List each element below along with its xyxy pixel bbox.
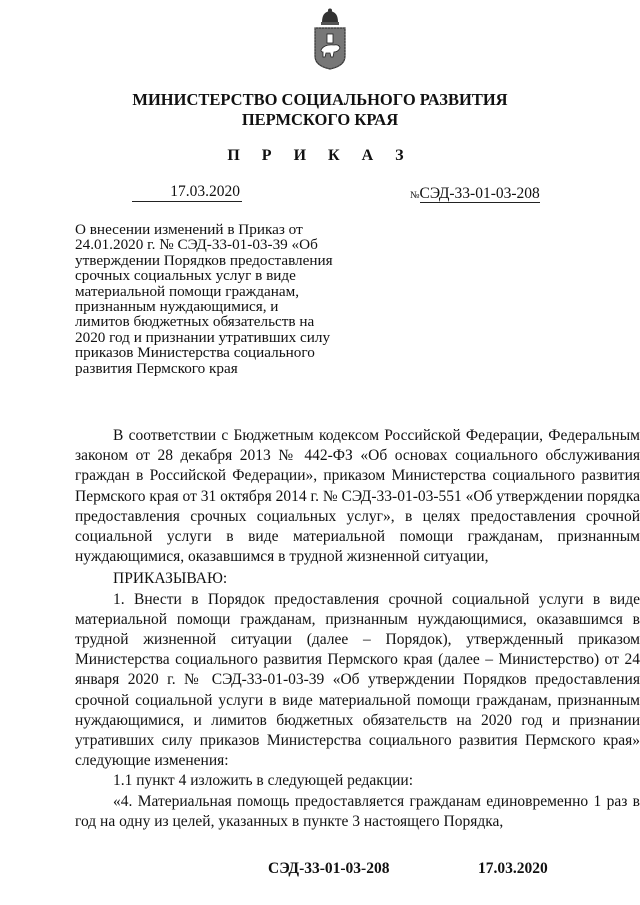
ministry-name xyxy=(0,90,640,130)
document-body xyxy=(75,426,640,832)
item-1-1-paragraph: 1.1 пункт 4 изложить в следующей редакции: xyxy=(113,772,414,790)
item-1-paragraph: 1. Внести в Порядок предоставления срочной социальной услуги в виде материальной помощи гражданам, признанным нуждающимися, оказавшимся в трудной жизненной ситуации (далее – Порядок), утвержденный приказом Министерства социального развития Пермского края (далее – Министерство) от 24 января 2020 г. № СЭД-33-01-03-39 «Об утверждении Порядков предоставления срочной социальной услуги в виде материальной помощи гражданам, признанным нуждающимися, и лимитов бюджетных обязательств на 2020 год и признании утративших силу приказов Министерства социального развития Пермского края» следующие изменения: xyxy=(75,590,640,770)
ministry-name-line2: ПЕРМСКОГО КРАЯ xyxy=(241,110,399,129)
order-date: 17.03.2020 xyxy=(132,183,242,202)
order-word: ПРИКАЗЫВАЮ: xyxy=(113,570,228,588)
order-subject: О внесении изменений в Приказ от 24.01.2020 г. № СЭД-33-01-03-39 «Об утверждении Порядков предоставления срочных социальных услуг в виде материальной помощи гражданам, признанным нуждающимися, и лимитов бюджетных обязательств на 2020 год и признании утративших силу приказов Министерства социального развития Пермского края xyxy=(75,221,333,377)
footer-date: 17.03.2020 xyxy=(478,860,548,877)
order-number-field xyxy=(410,185,540,205)
coat-of-arms-icon xyxy=(312,8,348,70)
footer-number: СЭД-33-01-03-208 xyxy=(268,860,390,877)
number-sign: № xyxy=(410,190,420,201)
item-4-paragraph: «4. Материальная помощь предоставляется гражданам единовременно 1 раз в год на одну из целей, указанных в пункте 3 настоящего Порядка, xyxy=(75,792,640,830)
preamble-paragraph: В соответствии с Бюджетным кодексом Российской Федерации, Федеральным законом от 28 декабря 2013 № 442-ФЗ «Об основах социального обслуживания граждан в Российской Федерации», приказом Министерства социального развития Пермского края от 31 октября 2014 г. № СЭД-33-01-03-551 «Об утверждении порядка предоставления срочных социальных услуг», в целях предоставления срочной социальной услуги в виде материальной помощи гражданам, признанным нуждающимися, оказавшимся в трудной жизненной ситуации, xyxy=(75,427,640,566)
order-number: СЭД-33-01-03-208 xyxy=(419,185,540,202)
ministry-name-line1: МИНИСТЕРСТВО СОЦИАЛЬНОГО РАЗВИТИЯ xyxy=(132,90,508,109)
document-type-title: П Р И К А З xyxy=(227,147,413,164)
